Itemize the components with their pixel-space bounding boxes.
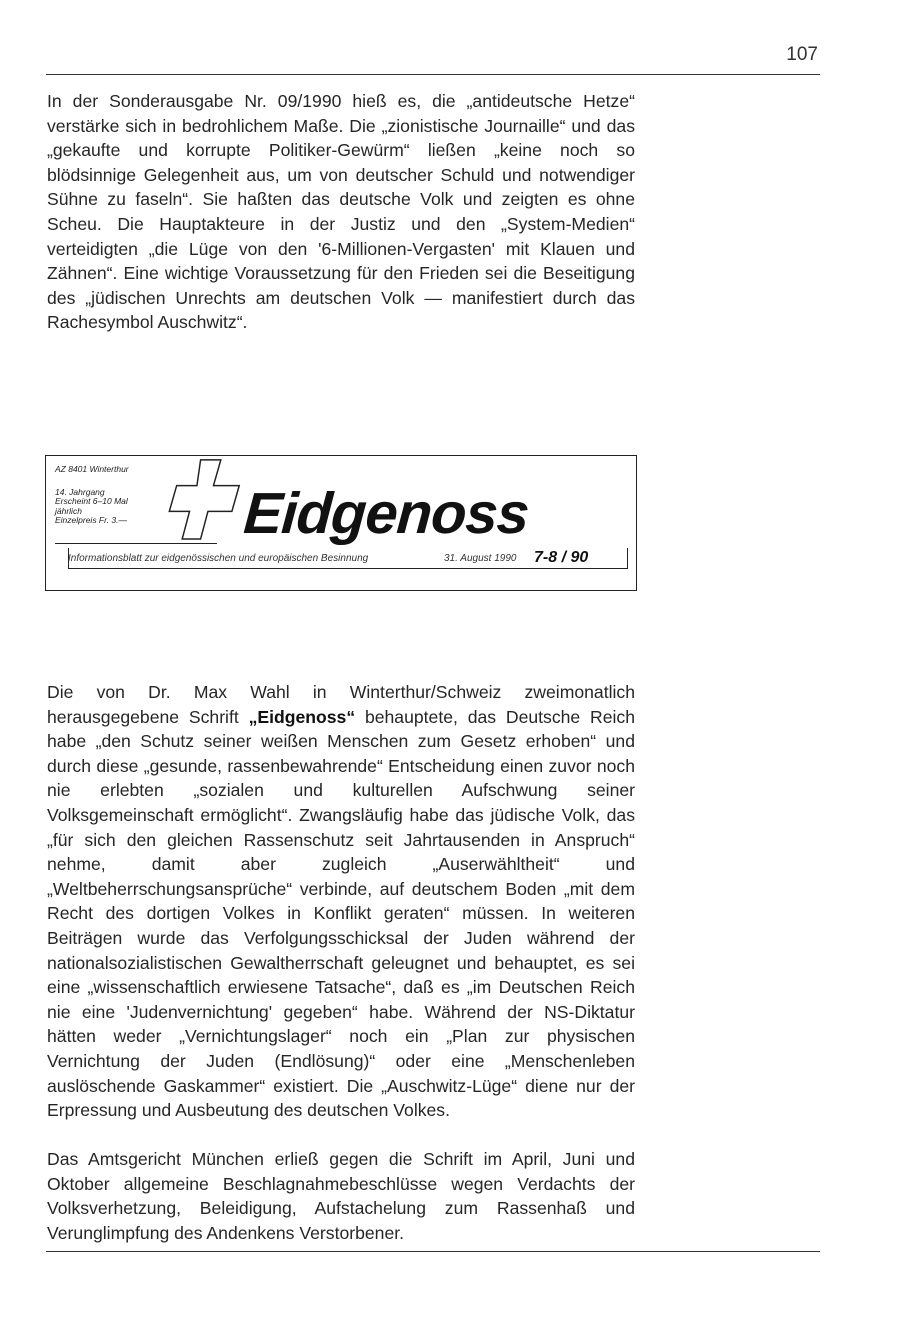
page-number: 107 [786, 44, 818, 65]
masthead-az: AZ 8401 Winterthur [55, 464, 129, 474]
masthead-subtitle: Informationsblatt zur eidgenössischen und europäischen Besinnung [68, 553, 369, 564]
masthead-jaehrlich: jährlich [55, 505, 82, 516]
masthead-preis: Einzelpreis Fr. 3.— [55, 515, 127, 525]
masthead-erscheint: Erscheint 6–10 Mal [55, 496, 128, 506]
bottom-rule [46, 1251, 820, 1252]
newspaper-masthead [45, 455, 637, 591]
masthead-title: Eidgenoss [241, 481, 531, 546]
masthead-issue: 7-8 / 90 [534, 549, 589, 566]
paragraph-3: Das Amtsgericht München erließ gegen die Schrift im April, Juni und Oktober allgemeine Beschlagnahmebeschlüsse wegen Verdachts der Volksverhetzung, Beleidigung, Aufstachelung zum Rassenhaß und Verunglimpfung des Andenkens Verstorbener. [47, 1149, 635, 1243]
masthead-jahrgang: 14. Jahrgang [55, 486, 105, 497]
swiss-cross-icon [167, 456, 247, 548]
paragraph-2-start: Die von Dr. Max Wahl in Winterthur/Schweiz zweimonatlich herausgegebene Schrift [47, 682, 635, 727]
paragraph-2 [47, 680, 635, 1123]
paragraph-2-rest: behauptete, das Deutsche Reich habe „den Schutz seiner weißen Menschen zum Gesetz erhoben“ und durch diese „gesunde, rassenbewahrende“ Entscheidung einen zuvor noch nie erlebten „sozialen und kulturellen Aufschwung seiner Volksgemeinschaft ermöglicht“. Zwangsläufig habe das jüdische Volk, das „für sich den gleichen Rassenschutz seit Jahrtausenden in Anspruch“ nehme, damit aber zugleich „Auserwähltheit“ und „Weltbeherrschungsansprüche“ verbinde, auf deutschem Boden „mit dem Recht des dortigen Volkes in Konflikt geraten“ müssen. In weiteren Beiträgen wurde das Verfolgungsschicksal der Juden während der nationalsozialistischen Gewaltherrschaft geleugnet und behauptet, es sei eine „wissenschaftlich erwiesene Tatsache“, daß es „im Deutschen Reich nie eine 'Judenvernichtung' gegeben“ habe. Während der NS-Diktatur hätten weder „Vernichtungslager“ noch ein „Plan zur physischen Vernichtung der Juden (Endlösung)“ oder eine „Menschenleben auslöschende Gaskammer“ existiert. Die „Auschwitz-Lüge“ diene nur der Erpressung und Ausbeutung des deutschen Volkes. [47, 706, 635, 1121]
paragraph-1: In der Sonderausgabe Nr. 09/1990 hieß es, die „antideutsche Hetze“ verstärke sich in bedrohlichem Maße. Die „zionistische Journaille“ und das „gekaufte und korrupte Politiker-Gewürm“ ließen „keine noch so blödsinnige Gelegenheit aus, um von deutscher Schuld und notwendiger Sühne zu faseln“. Sie haßten das deutsche Volk und zeigten es ohne Scheu. Die Hauptakteure in der Justiz und den „System-Medien“ verteidigten „die Lüge von den '6-Millionen-Vergasten' mit Klauen und Zähnen“. Eine wichtige Voraussetzung für den Frieden sei die Beseitigung des „jüdischen Unrechts am deutschen Volk — manifestiert durch das Rachesymbol Auschwitz“. [47, 91, 635, 333]
paragraph-2-title: „Eidgenoss“ [248, 706, 356, 727]
masthead-date: 31. August 1990 [444, 553, 517, 564]
top-rule [46, 74, 820, 75]
masthead-info [55, 465, 155, 526]
